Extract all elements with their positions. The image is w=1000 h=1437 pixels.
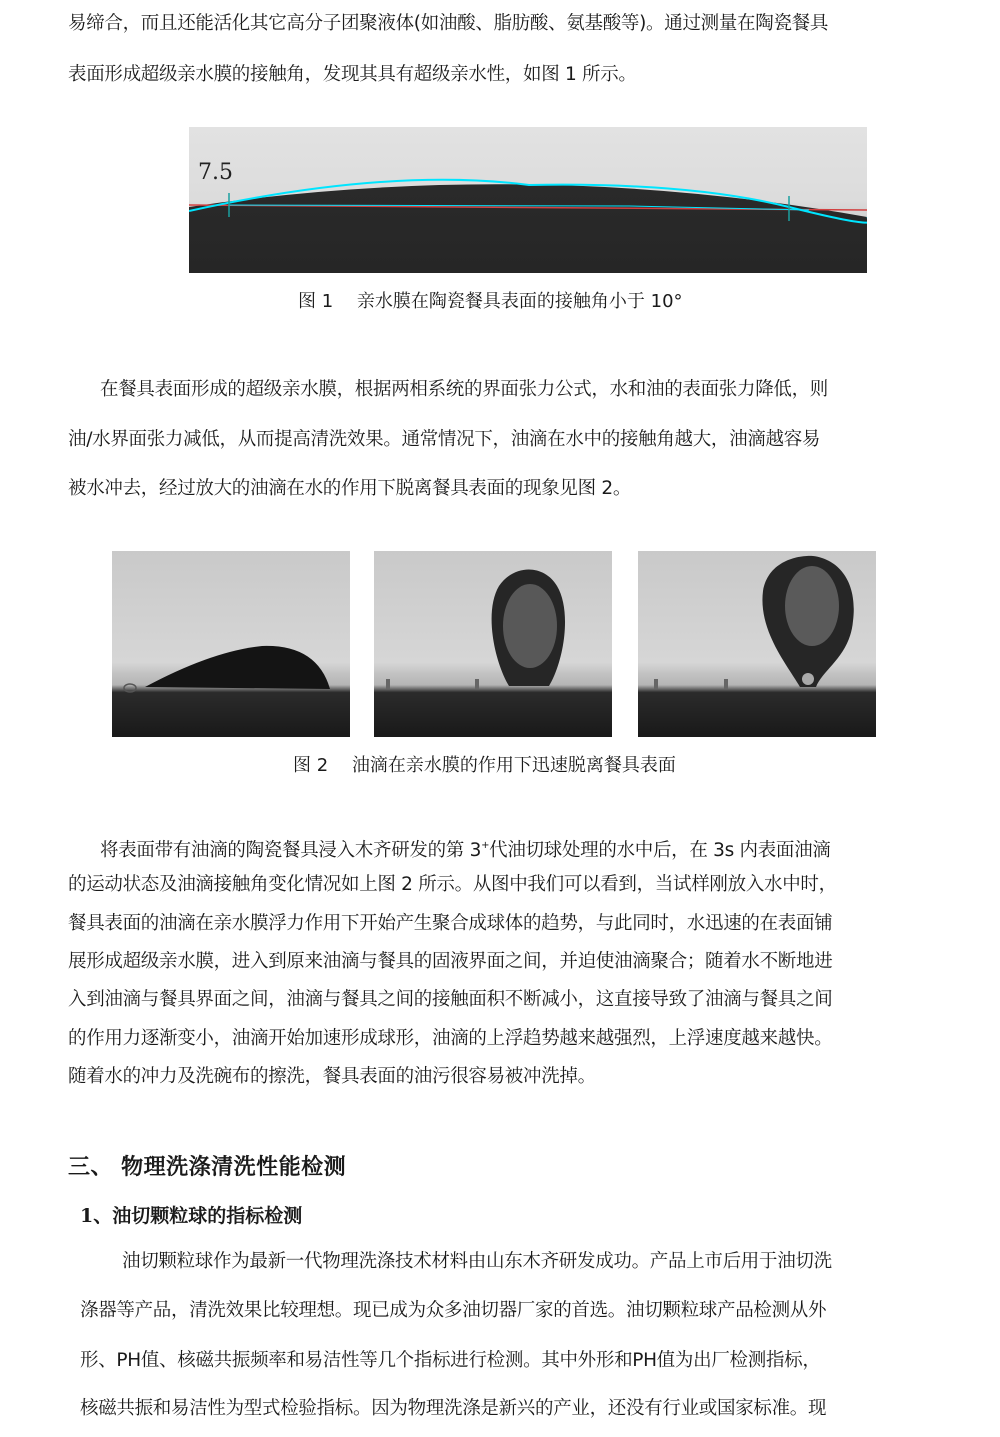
text-line: 餐具表面的油滴在亲水膜浮力作用下开始产生聚合成球体的趋势，与此同时，水迅速的在表面铺 <box>68 913 833 934</box>
figure-2-panel-detaching <box>638 551 876 737</box>
text-line: 表面形成超级亲水膜的接触角，发现其具有超级亲水性，如图 1 所示。 <box>68 64 637 85</box>
text-segment: 代油切球处理的水中后，在 3s 内表面油滴 <box>489 840 831 861</box>
contact-angle-label: 7.5 <box>198 160 233 185</box>
text-line: 油/水界面张力减低，从而提高清洗效果。通常情况下，油滴在水中的接触角越大，油滴越容易 <box>68 429 821 450</box>
text-line: 在餐具表面形成的超级亲水膜，根据两相系统的界面张力公式，水和油的表面张力降低，则 <box>100 379 829 400</box>
rising-droplet-graphic <box>374 551 612 737</box>
figure-2-caption: 图 2 油滴在亲水膜的作用下迅速脱离餐具表面 <box>293 755 676 776</box>
text-line: 被水冲去，经过放大的油滴在水的作用下脱离餐具表面的现象见图 2。 <box>68 478 632 499</box>
text-line: 的运动状态及油滴接触角变化情况如上图 2 所示。从图中我们可以看到，当试样刚放入水中时， <box>68 874 837 895</box>
text-line: 的作用力逐渐变小，油滴开始加速形成球形，油滴的上浮趋势越来越强烈，上浮速度越来越快。 <box>68 1028 833 1049</box>
text-line: 展形成超级亲水膜，进入到原来油滴与餐具的固液界面之间，并迫使油滴聚合；随着水不断地进 <box>68 951 833 972</box>
text-segment: 将表面带有油滴的陶瓷餐具浸入木齐研发的第 3 <box>100 840 482 861</box>
text-line: 易缔合，而且还能活化其它高分子团聚液体(如油酸、脂肪酸、氨基酸等)。通过测量在陶瓷餐具 <box>68 13 829 34</box>
figure-1-caption: 图 1 亲水膜在陶瓷餐具表面的接触角小于 10° <box>298 291 683 312</box>
text-line: 入到油滴与餐具界面之间，油滴与餐具之间的接触面积不断减小，这直接导致了油滴与餐具之间 <box>68 989 833 1010</box>
superscript-plus: + <box>481 840 490 851</box>
detaching-droplet-graphic <box>638 551 876 737</box>
text-line-with-superscript <box>100 834 970 863</box>
spreading-droplet-graphic <box>112 551 350 737</box>
text-line: 核磁共振和易洁性为型式检验指标。因为物理洗涤是新兴的产业，还没有行业或国家标准。现 <box>80 1398 827 1419</box>
text-line: 油切颗粒球作为最新一代物理洗涤技术材料由山东木齐研发成功。产品上市后用于油切洗 <box>122 1251 832 1272</box>
figure-1-contact-angle-image <box>189 127 867 273</box>
figure-2-panel-rising <box>374 551 612 737</box>
droplet-profile-graphic <box>189 127 867 273</box>
text-line: 形、PH值、核磁共振频率和易洁性等几个指标进行检测。其中外形和PH值为出厂检测指标， <box>80 1350 821 1371</box>
subsection-heading: 1、油切颗粒球的指标检测 <box>80 1205 303 1227</box>
text-line: 涤器等产品，清洗效果比较理想。现已成为众多油切器厂家的首选。油切颗粒球产品检测从外 <box>80 1300 827 1321</box>
figure-2-panel-spreading <box>112 551 350 737</box>
section-heading: 三、 物理洗涤清洗性能检测 <box>68 1155 347 1180</box>
text-line: 随着水的冲力及洗碗布的擦洗，餐具表面的油污很容易被冲洗掉。 <box>68 1066 596 1087</box>
